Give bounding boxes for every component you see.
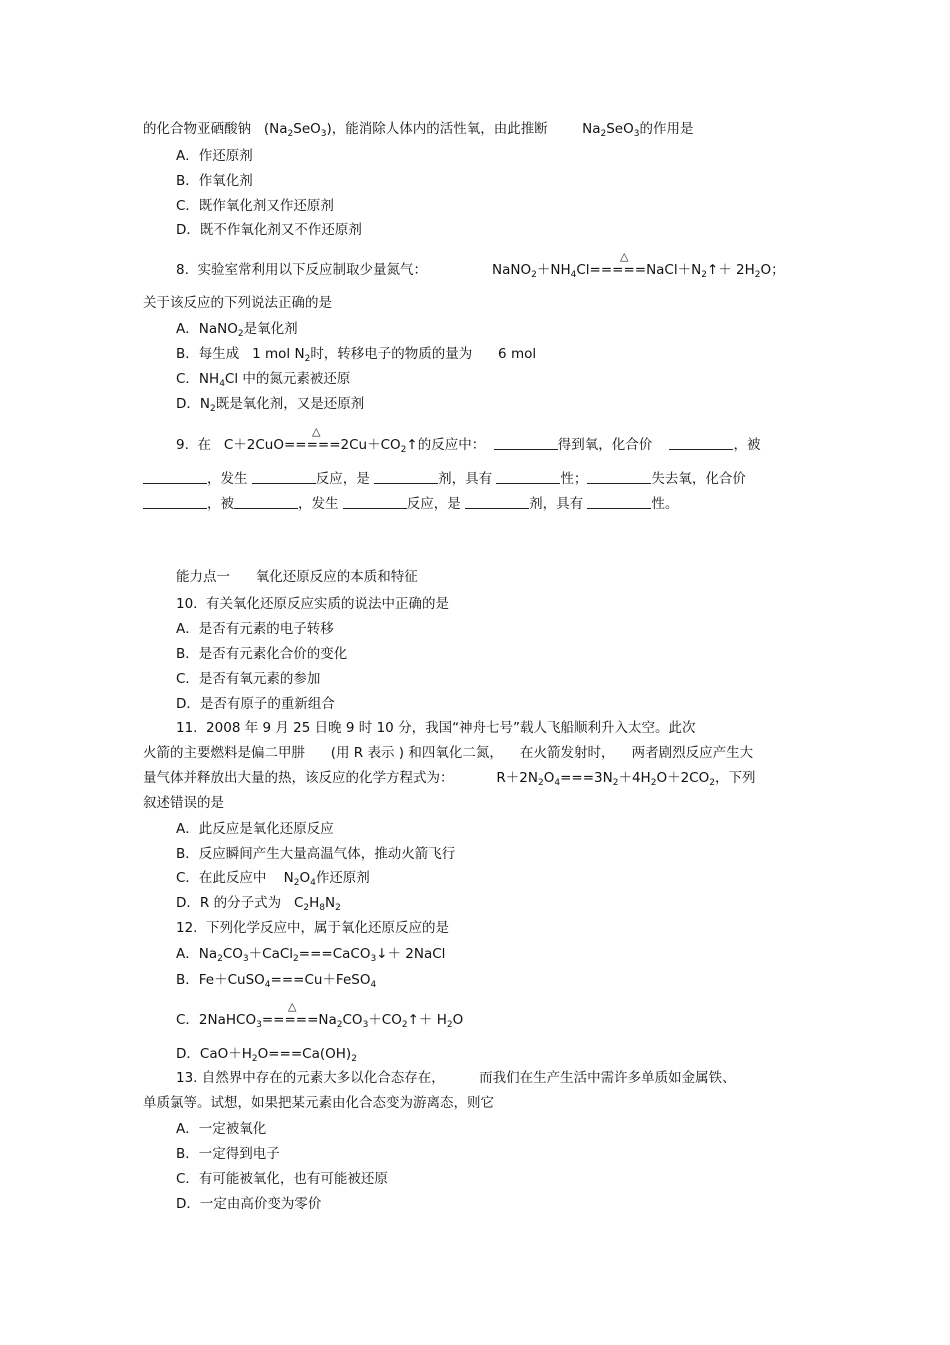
text: O — [452, 1012, 464, 1028]
text: 是氧化剂 — [243, 321, 298, 337]
text: 反应，是 — [406, 496, 461, 512]
text: D．R 的分子式为 C — [176, 895, 304, 911]
text: 的化合物亚硒酸钠 — [143, 121, 251, 137]
text: C．2NaHCO — [176, 1012, 257, 1028]
text: O===Ca(OH) — [257, 1046, 352, 1062]
subscript: 4 — [219, 379, 225, 389]
text: 失去氧，化合价 — [651, 471, 746, 487]
text: 得到氧，化合价 — [557, 437, 653, 453]
text: ，下列 — [714, 770, 756, 786]
subscript: 2 — [531, 270, 537, 280]
text: 时，转移电子的物质的量为 6 mol — [310, 346, 537, 362]
q7-stem-line — [143, 120, 693, 138]
q8-option-d — [176, 395, 364, 413]
fill-blank[interactable] — [494, 436, 558, 450]
text: SeO — [606, 121, 634, 137]
q7-option-b: B．作氧化剂 — [176, 173, 253, 189]
q11-line-4: 叙述错误的是 — [143, 795, 224, 811]
subscript: 4 — [554, 778, 561, 788]
q12-stem: 12. 下列化学反应中，属于氧化还原反应的是 — [176, 920, 450, 936]
subscript: 3 — [320, 129, 327, 139]
fill-blank[interactable] — [343, 495, 407, 509]
q7-option-c: C．既作氧化剂又作还原剂 — [176, 198, 334, 214]
fill-blank[interactable] — [143, 495, 207, 509]
text: 的作用是 — [639, 121, 694, 137]
subscript: 3 — [362, 1020, 369, 1030]
text: Na — [582, 121, 601, 137]
text: O＋2CO — [656, 770, 710, 786]
q12-option-c — [176, 1011, 463, 1029]
subscript: 2 — [754, 270, 761, 280]
fill-blank[interactable] — [234, 495, 298, 509]
q11-option-a: A．此反应是氧化还原反应 — [176, 821, 334, 837]
heat-symbol: △ — [620, 250, 629, 263]
q12-option-d — [176, 1045, 357, 1063]
q13-option-b: B．一定得到电子 — [176, 1146, 280, 1162]
subscript: 2 — [293, 954, 299, 964]
q11-option-b: B．反应瞬间产生大量高温气体，推动火箭飞行 — [176, 846, 456, 862]
subscript: 2 — [446, 1020, 453, 1030]
text: C．NH — [176, 371, 220, 387]
text: B．每生成 1 mol N — [176, 346, 305, 362]
subscript: 4 — [264, 980, 271, 990]
text: ＋4H — [618, 770, 651, 786]
heat-symbol: △ — [288, 1000, 297, 1013]
q8-stem: 8. 实验室常利用以下反应制取少量氮气： — [176, 262, 427, 278]
text: ，被 — [733, 437, 761, 453]
subscript: 2 — [303, 903, 310, 913]
subscript: 4 — [370, 980, 377, 990]
text: 反应，是 — [315, 471, 370, 487]
text: (Na — [263, 121, 288, 137]
subscript: 2 — [251, 1054, 258, 1064]
text: O； — [760, 262, 785, 278]
q9-line-3 — [143, 495, 678, 513]
text: 既是氧化剂，又是还原剂 — [215, 396, 365, 412]
text: B．Fe＋CuSO — [176, 972, 265, 988]
text: CO — [342, 1012, 363, 1028]
text: ，发生 — [298, 496, 339, 512]
subscript: 2 — [709, 778, 715, 788]
text: 量气体并释放出大量的热，该反应的化学方程式为： — [143, 770, 454, 786]
text: 剂，具有 — [529, 496, 584, 512]
text: ↑＋ 2H — [706, 262, 755, 278]
q9-line-1 — [176, 436, 760, 454]
text: R＋2N — [496, 770, 538, 786]
text: N — [325, 895, 336, 911]
text: ＋NH — [536, 262, 571, 278]
q12-option-b — [176, 971, 376, 989]
text: ===3N — [560, 770, 613, 786]
text: ，被 — [207, 496, 234, 512]
subscript: 2 — [612, 778, 619, 788]
q11-option-c — [176, 869, 370, 887]
q11-option-d — [176, 894, 341, 912]
fill-blank[interactable] — [252, 470, 316, 484]
text: ↑的反应中： — [406, 437, 486, 453]
subscript: 2 — [538, 778, 544, 788]
heat-symbol: △ — [312, 425, 321, 438]
subscript: 2 — [293, 878, 300, 888]
text: 9. 在 C＋2CuO=====2Cu＋CO — [176, 437, 401, 453]
text: D．N — [176, 396, 210, 412]
text: ＋CaCl — [248, 946, 294, 962]
text: A．Na — [176, 946, 218, 962]
text: CO — [222, 946, 243, 962]
fill-blank[interactable] — [143, 470, 207, 484]
q7-option-a: A．作还原剂 — [176, 148, 253, 164]
fill-blank[interactable] — [465, 495, 529, 509]
subscript: 3 — [242, 954, 249, 964]
q10-option-b: B．是否有元素化合价的变化 — [176, 646, 348, 662]
subscript: 2 — [237, 329, 244, 339]
text: ↓＋ 2NaCl — [376, 946, 446, 962]
q8-option-c — [176, 370, 350, 388]
subscript: 2 — [701, 270, 707, 280]
subscript: 2 — [210, 404, 216, 414]
q9-line-2 — [143, 470, 746, 488]
q13-option-a: A．一定被氧化 — [176, 1121, 267, 1137]
text: ＋CO — [368, 1012, 402, 1028]
subscript: 2 — [335, 903, 341, 913]
q12-option-a — [176, 945, 445, 963]
q13-option-c: C．有可能被氧化，也有可能被还原 — [176, 1171, 388, 1187]
q8-option-a — [176, 320, 298, 338]
q8-equation — [492, 261, 785, 279]
fill-blank[interactable] — [496, 470, 560, 484]
text: C．在此反应中 N — [176, 870, 294, 886]
q10-stem: 10. 有关氧化还原反应实质的说法中正确的是 — [176, 596, 450, 612]
q13-line-2: 单质氯等。试想，如果把某元素由化合态变为游离态，则它 — [143, 1095, 494, 1111]
subscript: 8 — [319, 903, 325, 913]
q11-line-1: 11. 2008 年 9 月 25 日晚 9 时 10 分，我国“神舟七号”载人飞船顺利升入太空。此次 — [176, 720, 696, 736]
fill-blank[interactable] — [587, 495, 651, 509]
text: 剂，具有 — [438, 471, 493, 487]
subscript: 2 — [336, 1020, 343, 1030]
subscript: 4 — [570, 270, 577, 280]
subscript: 2 — [600, 129, 607, 139]
text: ，发生 — [207, 471, 248, 487]
text: D．CaO＋H — [176, 1046, 252, 1062]
text: 性； — [560, 471, 588, 487]
text: ↑＋ H — [407, 1012, 447, 1028]
subscript: 2 — [287, 129, 294, 139]
q8-option-b — [176, 345, 536, 363]
text: =====Na — [261, 1012, 337, 1028]
subscript: 2 — [400, 445, 407, 455]
q13-line-1: 13. 自然界中存在的元素大多以化合态存在， 而我们在生产生活中需许多单质如金属铁、 — [176, 1070, 736, 1086]
q10-option-c: C．是否有氧元素的参加 — [176, 671, 321, 687]
subscript: 3 — [256, 1020, 262, 1030]
text: 性。 — [651, 496, 679, 512]
subscript: 3 — [633, 129, 640, 139]
text: ===CaCO — [298, 946, 371, 962]
text: Cl=====NaCl＋N — [576, 262, 702, 278]
text: ===Cu＋FeSO — [270, 972, 371, 988]
q7-option-d: D．既不作氧化剂又不作还原剂 — [176, 222, 362, 238]
text: )，能消除人体内的活性氧，由此推断 — [326, 121, 548, 137]
q11-line-3 — [143, 769, 755, 787]
subscript: 3 — [370, 954, 377, 964]
text: Cl 中的氮元素被还原 — [224, 371, 351, 387]
subscript: 2 — [650, 778, 657, 788]
subscript: 4 — [310, 878, 316, 888]
text: O — [299, 870, 311, 886]
text: 作还原剂 — [315, 870, 370, 886]
text: NaNO — [492, 262, 532, 278]
text: A．NaNO — [176, 321, 238, 337]
fill-blank[interactable] — [587, 470, 651, 484]
q10-option-a: A．是否有元素的电子转移 — [176, 621, 334, 637]
text: SeO — [293, 121, 321, 137]
subscript: 2 — [304, 354, 311, 364]
subscript: 2 — [351, 1054, 357, 1064]
fill-blank[interactable] — [374, 470, 438, 484]
subscript: 2 — [217, 954, 223, 964]
text: O — [543, 770, 555, 786]
q10-option-d: D．是否有原子的重新组合 — [176, 696, 335, 712]
q8-stem-2: 关于该反应的下列说法正确的是 — [143, 295, 332, 311]
subscript: 2 — [401, 1020, 408, 1030]
text: H — [309, 895, 320, 911]
q11-line-2: 火箭的主要燃料是偏二甲肼 (用 R 表示 ) 和四氧化二氮， 在火箭发射时， 两者剧烈反应产生大 — [143, 745, 754, 761]
q13-option-d: D．一定由高价变为零价 — [176, 1196, 322, 1212]
section-heading: 能力点一 氧化还原反应的本质和特征 — [176, 569, 418, 585]
fill-blank[interactable] — [669, 436, 733, 450]
